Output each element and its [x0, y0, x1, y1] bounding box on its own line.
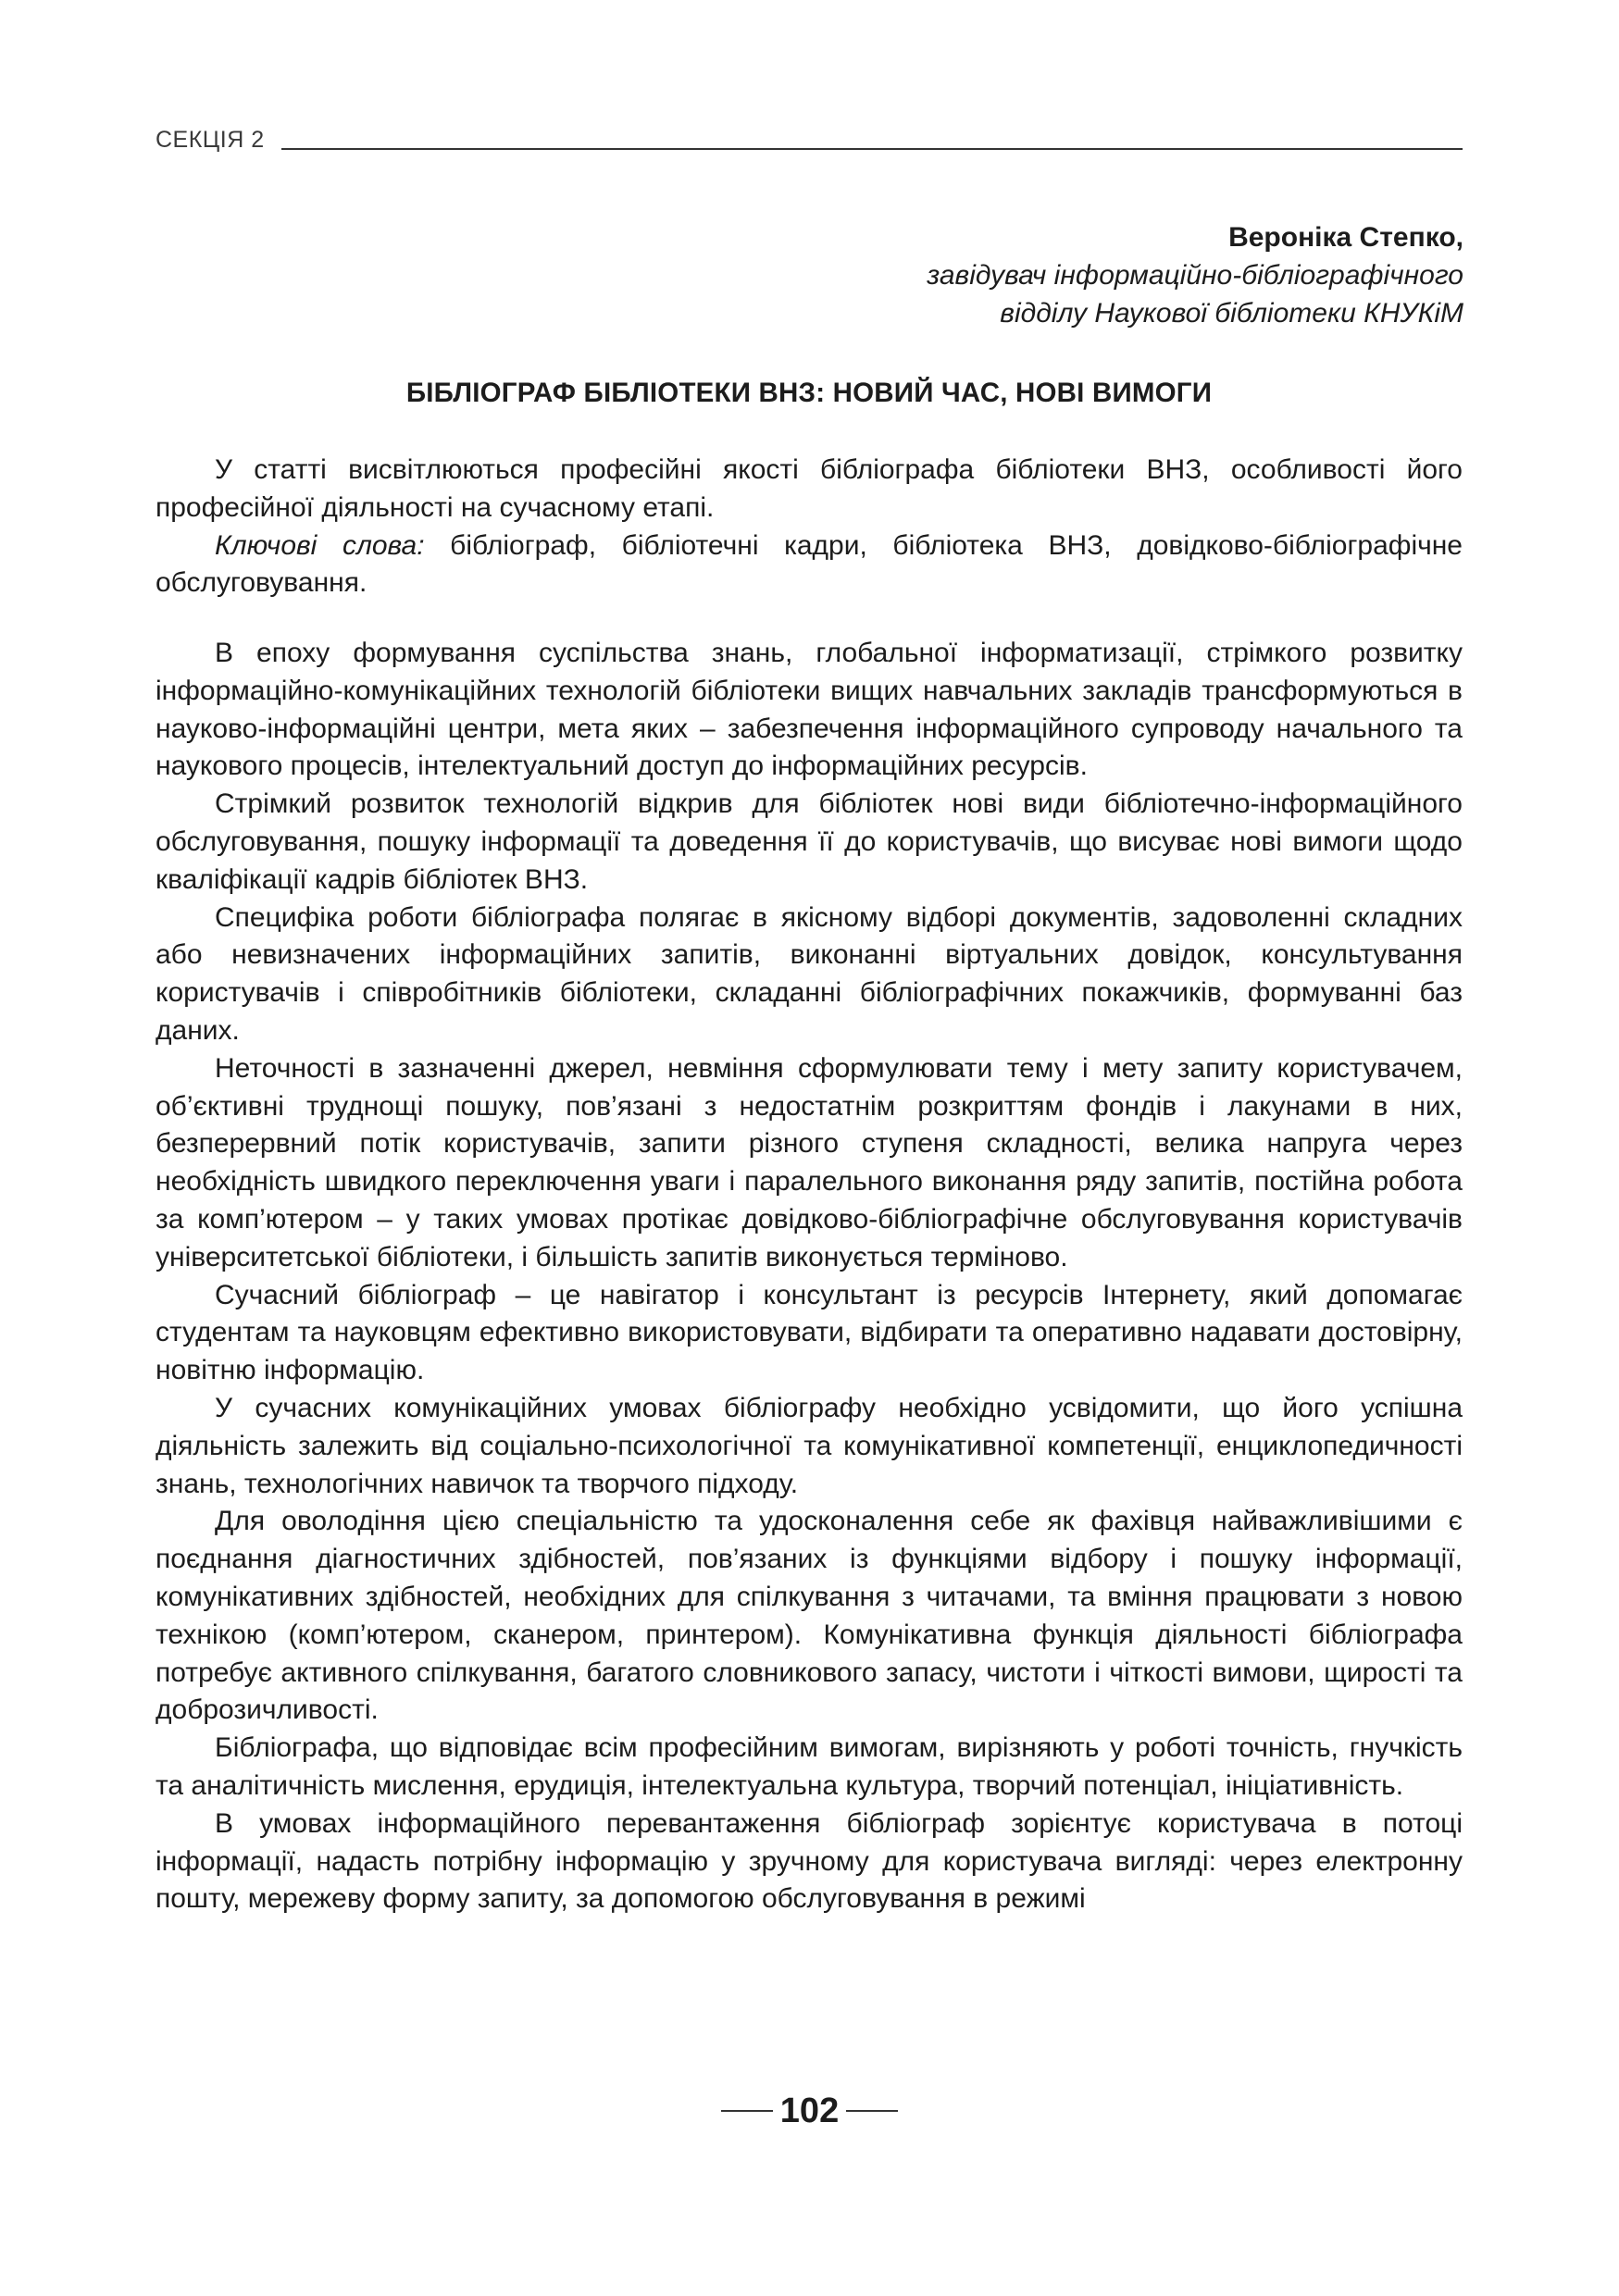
- author-position-line-2: відділу Наукової бібліотеки КНУКіМ: [1000, 298, 1463, 329]
- author-name: Вероніка Степко,: [1228, 222, 1463, 253]
- body-paragraph: В епоху формування суспільства знань, глобальної інформатизації, стрімкого розвитку інформаційно-комунікаційних технологій бібліотеки вищих навчальних закладів трансформуються в науково-інформаційні центри, мета яких – забезпечення інформаційного супроводу начального та наукового процесів, інтелектуальний доступ до інформаційних ресурсів.: [156, 638, 1463, 782]
- body-paragraph: Бібліографа, що відповідає всім професійним вимогам, вирізняють у роботі точність, гнучкість та аналітичність мислення, ерудиція, інтелектуальна культура, творчий потенціал, ініціативність.: [156, 1732, 1463, 1801]
- abstract-text: У статті висвітлюються професійні якості бібліографа бібліотеки ВНЗ, особливості його професійної діяльності на сучасному етапі.: [156, 454, 1463, 523]
- running-header: [156, 118, 1463, 155]
- body-paragraph: Специфіка роботи бібліографа полягає в якісному відборі документів, задоволенні складних або невизначених інформаційних запитів, виконанні віртуальних довідок, консультування користувачів і співробітників бібліотеки, складанні бібліографічних покажчиків, формуванні баз даних.: [156, 901, 1463, 1046]
- body-paragraph: Для оволодіння цією спеціальністю та удосконалення себе як фахівця найважливішими є поєднання діагностичних здібностей, пов’язаних із функціями відбору і пошуку інформації, комунікативних здібностей, необхідних для спілкування з читачами, та вміння працювати з новою технікою (комп’ютером, сканером, принтером). Комунікативна функція діяльності бібліографа потребує активного спілкування, багатого словникового запасу, чистоти і чіткості вимови, щирості та доброзичливості.: [156, 1506, 1463, 1726]
- keywords-label: Ключові слова:: [215, 529, 425, 561]
- body-paragraph: У сучасних комунікаційних умовах бібліографу необхідно усвідомити, що його успішна діяльність залежить від соціально-психологічної та комунікативної компетенції, енциклопедичності знань, технологічних навичок та творчого підходу.: [156, 1392, 1463, 1499]
- body-paragraph: Стрімкий розвиток технологій відкрив для бібліотек нові види бібліотечно-інформаційного обслуговування, пошуку інформації та доведення її до користувачів, що висуває нові вимоги щодо кваліфікації кадрів бібліотек ВНЗ.: [156, 788, 1463, 895]
- keywords-text: бібліограф, бібліотечні кадри, бібліотека ВНЗ, довідково-бібліографічне обслуговування.: [156, 529, 1463, 599]
- body-paragraph: В умовах інформаційного перевантаження бібліограф зорієнтує користувача в потоці інформації, надасть потрібну інформацію у зручному для користувача вигляді: через електронну пошту, мережеву форму запиту, за допомогою обслуговування в режимі: [156, 1807, 1463, 1915]
- body-paragraph: Неточності в зазначенні джерел, невміння сформулювати тему і мету запиту користувачем, об’єктивні труднощі пошуку, пов’язані з недостатнім розкриттям фондів і лакунами в них, безперервний потік користувачів, запити різного ступеня складності, велика напруга через необхідність швидкого переключення уваги і паралельного виконання ряду запитів, постійна робота за комп’ютером – у таких умовах протікає довідково-бібліографічне обслуговування користувачів університетської бібліотеки, і більшість запитів виконується терміново.: [156, 1052, 1463, 1272]
- page-number-footer: [0, 2093, 1619, 2128]
- article-body: [156, 635, 1463, 1918]
- header-rule: [281, 148, 1463, 150]
- page-number-rule-right: [846, 2110, 898, 2112]
- body-paragraph: Сучасний бібліограф – це навігатор і консультант із ресурсів Інтернету, який допомагає студентам та науковцям ефективно використовувати, відбирати та оперативно надавати достовірну, новітню інформацію.: [156, 1279, 1463, 1386]
- keywords-paragraph: [156, 527, 1463, 603]
- abstract-block: [156, 452, 1463, 602]
- page-number: 102: [779, 2091, 840, 2130]
- author-block: [927, 218, 1463, 332]
- section-label: СЕКЦІЯ 2: [156, 127, 265, 153]
- page-number-rule-left: [721, 2110, 773, 2112]
- author-position-line-1: завідувач інформаційно-бібліографічного: [927, 260, 1463, 291]
- article-title: БІБЛІОГРАФ БІБЛІОТЕКИ ВНЗ: НОВИЙ ЧАС, НОВІ ВИМОГИ: [405, 378, 1213, 408]
